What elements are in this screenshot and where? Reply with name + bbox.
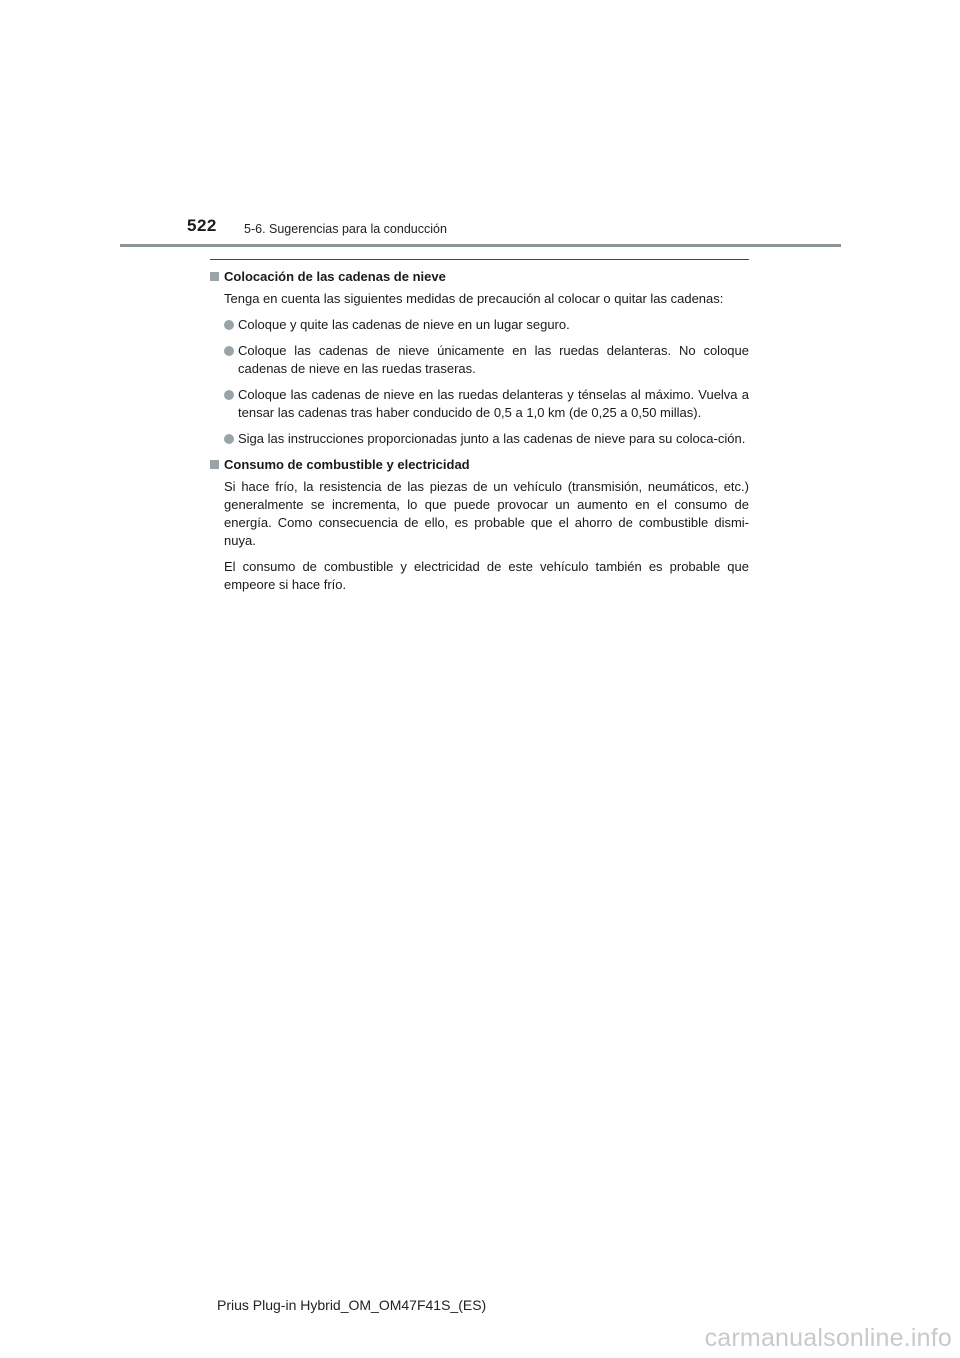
circle-bullet-icon (224, 434, 234, 444)
watermark: carmanualsonline.info (704, 1324, 952, 1352)
page-number: 522 (187, 216, 217, 235)
section-intro: Tenga en cuenta las siguientes medidas de precaución al colocar o quitar las cadenas: (224, 291, 724, 306)
list-item-text: Siga las instrucciones proporcionadas junto a las cadenas de nieve para su coloca-ción. (238, 431, 746, 446)
list-item (209, 386, 749, 422)
list-item-text: Coloque las cadenas de nieve en las ruedas delanteras y ténselas al máximo. Vuelva a tensar las cadenas tras haber conducido de 0,5 a 1,0 km (de 0,25 a 0,50 millas). (238, 387, 749, 420)
section-heading-text: Colocación de las cadenas de nieve (224, 269, 446, 284)
circle-bullet-icon (224, 320, 234, 330)
section-heading-text: Consumo de combustible y electricidad (224, 457, 470, 472)
page-content (209, 268, 749, 602)
header-rule (120, 244, 841, 247)
list-item-text: Coloque las cadenas de nieve únicamente en las ruedas delanteras. No coloque cadenas de nieve en las ruedas traseras. (238, 343, 749, 376)
section-heading-snow-chains (209, 268, 749, 286)
list-item-text: Coloque y quite las cadenas de nieve en un lugar seguro. (238, 317, 570, 332)
content-rule (210, 259, 749, 260)
footer-document-id: Prius Plug-in Hybrid_OM_OM47F41S_(ES) (217, 1297, 487, 1313)
circle-bullet-icon (224, 390, 234, 400)
list-item (209, 342, 749, 378)
list-item (209, 430, 749, 448)
list-item (209, 316, 749, 334)
paragraph: Si hace frío, la resistencia de las piezas de un vehículo (transmisión, neumáticos, etc.) generalmente se incrementa, lo que puede provocar un aumento en el consumo de energía. Como consecuencia de ello, es probable que el ahorro de combustible dismi-nuya. (224, 479, 749, 548)
circle-bullet-icon (224, 346, 234, 356)
square-bullet-icon (210, 460, 219, 469)
paragraph: El consumo de combustible y electricidad de este vehículo también es probable que empeore si hace frío. (224, 559, 749, 592)
section-heading-fuel-consumption (209, 456, 749, 474)
square-bullet-icon (210, 272, 219, 281)
chapter-title: 5-6. Sugerencias para la conducción (244, 222, 447, 236)
